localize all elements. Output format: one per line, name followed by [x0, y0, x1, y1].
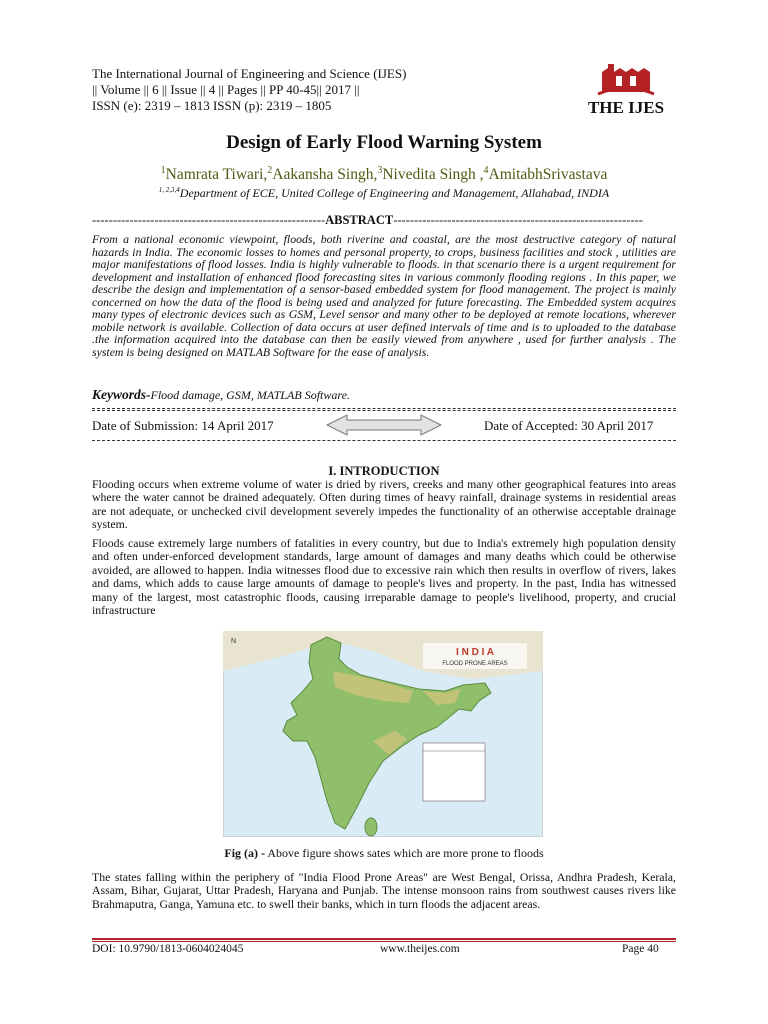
submission-date: Date of Submission: 14 April 2017	[92, 418, 274, 433]
figure-caption	[0, 846, 768, 861]
author-sup: 1	[160, 165, 166, 176]
footer-rule	[92, 941, 676, 942]
map-title: I N D I A	[456, 647, 494, 658]
author-name: Nivedita Singh ,	[382, 166, 484, 184]
map-legend-table	[423, 743, 485, 801]
journal-name: The International Journal of Engineering and Science (IJES)	[92, 66, 407, 81]
intro-paragraph: Floods cause extremely large numbers of fatalities in every country, but due to India's extremely high population density and often under-enforced development standards, large amount of damages and many deaths which could be otherwise avoided, are allowed to happen. India witnesses flood due to excessive rain which then results in overflow of rivers, lakes and dams, which adds to cause large amounts of damage to people's lives and property. In the past, India has witnessed many of the largest, most catastrophic floods, causing irreparable damage to people's livelihood, property, and crucial infrastructure	[92, 536, 676, 618]
journal-volume: || Volume || 6 || Issue || 4 || Pages || PP 40-45|| 2017 ||	[92, 82, 360, 97]
intro-paragraph: The states falling within the periphery of "India Flood Prone Areas" are West Bengal, Orissa, Andhra Pradesh, Kerala, Assam, Bihar, Gujarat, Uttar Pradesh, Haryana and Punjab. The intense monsoon rains from southwest causes rivers like Brahmaputra, Ganga, Yamuna etc. to swell their banks, which in turn floods the adjacent areas.	[92, 870, 676, 911]
abstract-label: ABSTRACT	[325, 213, 394, 227]
author-list	[0, 165, 768, 184]
footer-page-number: Page 40	[622, 943, 659, 955]
journal-issn: ISSN (e): 2319 – 1813 ISSN (p): 2319 – 1805	[92, 98, 332, 113]
abstract-heading	[92, 213, 676, 228]
logo-text: THE IJES	[587, 98, 665, 117]
india-flood-map-figure	[223, 631, 543, 837]
abstract-rule-left: --------------------------------------------------------	[92, 213, 326, 227]
caption-text: Above figure shows sates which are more prone to floods	[265, 846, 544, 860]
keywords-label: Keywords-	[92, 387, 151, 402]
caption-label: Fig (a) -	[224, 846, 266, 860]
keywords	[92, 387, 676, 403]
affiliation	[0, 186, 768, 201]
divider	[92, 410, 676, 411]
journal-logo	[574, 58, 678, 120]
intro-paragraph: Flooding occurs when extreme volume of water is dried by rivers, creeks and many other geographical features into areas where the water cannot be drained adequately. Often during times of heavy rainfall, drainage systems in residential areas are not adequate, or unchecked civil development severely impedes the functionality of an otherwise acceptable drainage system.	[92, 477, 676, 532]
keywords-text: Flood damage, GSM, MATLAB Software.	[150, 388, 350, 402]
section-heading: I. INTRODUCTION	[328, 464, 440, 478]
author-name: Namrata Tiwari,	[165, 166, 268, 184]
author-sup: 2	[267, 165, 273, 176]
map-subtitle: FLOOD PRONE AREAS	[442, 661, 508, 667]
journal-header	[92, 66, 532, 114]
paper-title: Design of Early Flood Warning System	[226, 132, 542, 153]
divider	[92, 408, 676, 409]
author-name: AmitabhSrivastava	[488, 166, 608, 184]
double-arrow-icon	[325, 414, 443, 436]
author-name: Aakansha Singh,	[272, 166, 378, 184]
affiliation-text: Department of ECE, United College of Engineering and Management, Allahabad, INDIA	[179, 186, 610, 200]
map-sri-lanka	[365, 818, 377, 836]
author-sup: 3	[377, 165, 383, 176]
author-sup: 4	[483, 165, 489, 176]
abstract-rule-right: ------------------------------------------------------------	[393, 213, 643, 227]
abstract-text: From a national economic viewpoint, floods, both riverine and coastal, are the most destructive category of natural hazards in India. The economic losses to homes and personal property, to crops, business facilities and stock , utilities are major manifestations of flood losses. India is highly vulnerable to floods. in that scenario there is a urgent requirement for development and installation of enhanced flood forecasting sites in various commonly flooding regions . In this paper, we describe the design and implementation of a sensor-based embedded system for flood management. The project is mainly concerned on how the data of the flood is being used and analyzed for future forecasting. The Embedded system acquires many types of electronic devices such as GSM, Level sensor and many other to be deployed at remote locations, wherever mobile network is available. Collection of data occurs at user defined intervals of time and is to uploaded to the database .the information acquired into the database can then be easily viewed from anywhere , used for further analysis . The system is being designed on MATLAB Software for the ease of analysis.	[92, 232, 676, 359]
accepted-date: Date of Accepted: 30 April 2017	[484, 418, 654, 433]
divider	[92, 440, 676, 441]
footer-rule	[92, 938, 676, 940]
compass-icon: N	[231, 638, 237, 645]
footer-website[interactable]: www.theijes.com	[380, 943, 460, 955]
affiliation-sup: 1, 2,3,4	[158, 186, 180, 194]
footer-doi: DOI: 10.9790/1813-0604024045	[92, 943, 244, 955]
